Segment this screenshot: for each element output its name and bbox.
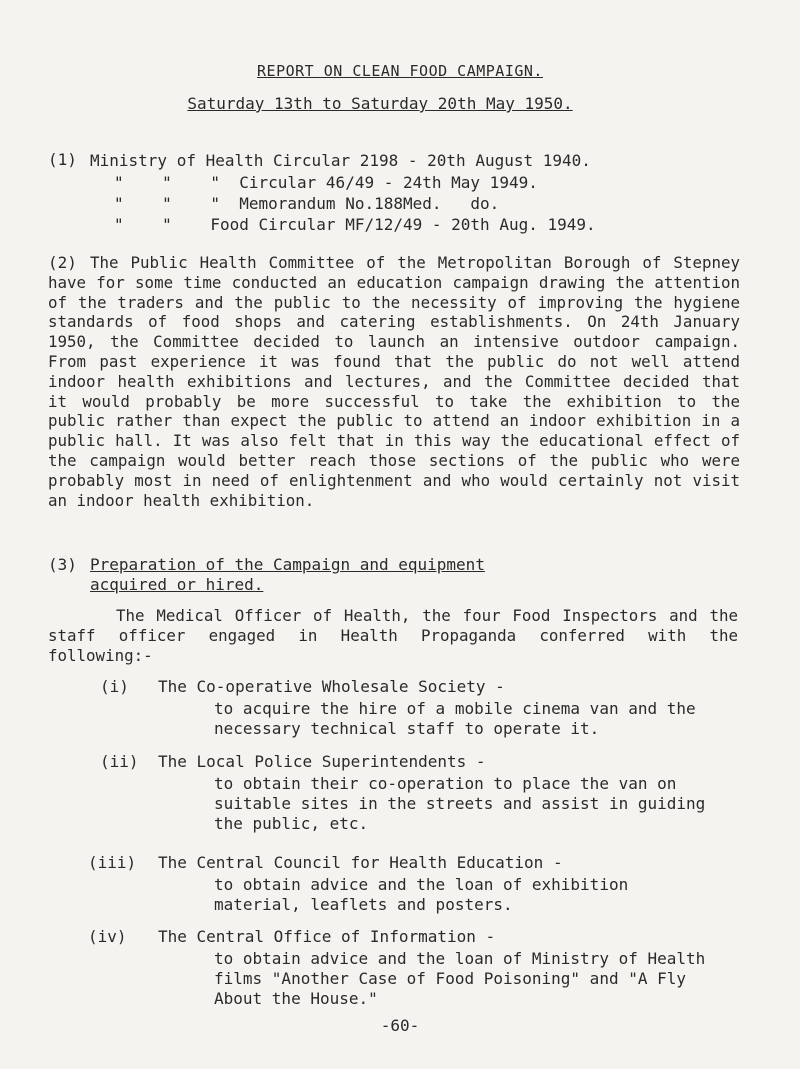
- list-item-label: (iv): [88, 927, 127, 946]
- section-2-number: (2): [48, 253, 77, 272]
- circular-line: " " " Circular 46/49 - 24th May 1949.: [114, 173, 538, 192]
- section-3-number: (3): [48, 555, 77, 574]
- list-item-org: The Local Police Superintendents -: [158, 752, 486, 771]
- section-2-paragraph: The Public Health Committee of the Metropolitan Borough of Stepney have for some time conducted an education campaign drawing the attention of the traders and the public to the necessity of improving the hygiene standards of food shops and catering establishments. On 24th January 1950, the Committee decided to launch an intensive outdoor campaign. From past experience it was found that the public do not well attend indoor health exhibitions and lectures, and the Committee decided that it would probably be more successful to take the exhibition to the public rather than expect the public to attend an indoor exhibition in a public hall. It was also felt that in this way the educational effect of the campaign would better reach those sections of the public who were probably most in need of enlightenment and who would certainly not visit an indoor health exhibition.: [48, 253, 740, 510]
- list-item-label: (ii): [100, 752, 139, 771]
- list-item-org: The Central Council for Health Education -: [158, 853, 563, 872]
- list-item-text: to acquire the hire of a mobile cinema van and the necessary technical staff to operate it.: [214, 699, 696, 738]
- list-item-text: to obtain advice and the loan of Ministry of Health films "Another Case of Food Poisoning" and "A Fly About the House.": [214, 949, 706, 1008]
- report-title: REPORT ON CLEAN FOOD CAMPAIGN.: [257, 62, 543, 80]
- list-item-text: to obtain advice and the loan of exhibition material, leaflets and posters.: [214, 875, 629, 914]
- section-3-intro: The Medical Officer of Health, the four Food Inspectors and the staff officer engaged in Health Propaganda conferred with the following:-: [48, 606, 738, 665]
- section-3-heading: Preparation of the Campaign and equipment: [90, 555, 485, 574]
- report-subtitle: Saturday 13th to Saturday 20th May 1950.: [187, 94, 573, 113]
- list-item-org: The Central Office of Information -: [158, 927, 496, 946]
- circular-line: Ministry of Health Circular 2198 - 20th August 1940.: [90, 151, 591, 170]
- section-1-number: (1): [48, 150, 77, 169]
- section-3-heading-cont: acquired or hired.: [90, 575, 264, 594]
- list-item-label: (i): [100, 677, 129, 696]
- circular-line: " " Food Circular MF/12/49 - 20th Aug. 1949.: [114, 215, 596, 234]
- list-item-text: to obtain their co-operation to place the van on suitable sites in the streets and assist in guiding the public, etc.: [214, 774, 706, 833]
- page-number: -60-: [380, 1016, 420, 1035]
- list-item-org: The Co-operative Wholesale Society -: [158, 677, 505, 696]
- list-item-label: (iii): [88, 853, 137, 872]
- circular-line: " " " Memorandum No.188Med. do.: [114, 194, 500, 213]
